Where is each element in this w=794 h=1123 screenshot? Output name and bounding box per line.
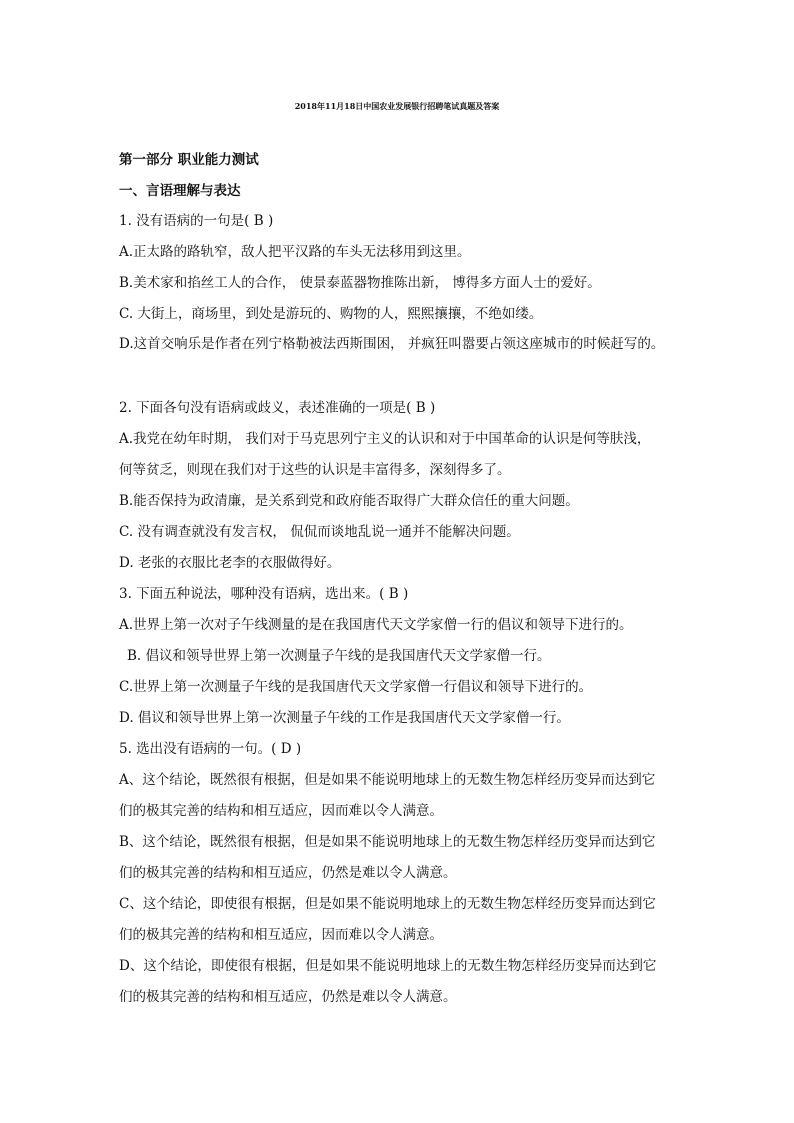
question-3-option-b: B. 倡议和领导世界上第一次测量子午线的是我国唐代天文学家僧一行。 [127, 648, 551, 664]
part-heading: 第一部分 职业能力测试 [119, 152, 259, 168]
question-2-option-a-cont: 何等贫乏，则现在我们对于这些的认识是丰富得多，深刻得多了。 [119, 462, 511, 478]
question-1-option-a: A.正太路的路轨窄，敌人把平汉路的车头无法移用到这里。 [119, 244, 471, 260]
question-3-option-c: C.世界上第一次测量子午线的是我国唐代天文学家僧一行倡议和领导下进行的。 [119, 679, 593, 695]
question-5-option-b-cont: 们的极其完善的结构和相互适应，仍然是难以令人满意。 [119, 865, 457, 881]
question-2-option-c: C. 没有调查就没有发言权， 侃侃而谈地乱说一通并不能解决问题。 [119, 524, 520, 540]
question-5-option-c: C、这个结论，即使很有根据，但是如果不能说明地球上的无数生物怎样经历变异而达到它 [119, 896, 656, 912]
question-3-option-d: D. 倡议和领导世界上第一次测量子午线的工作是我国唐代天文学家僧一行。 [119, 710, 570, 726]
question-1-stem: 1. 没有语病的一句是( B ) [119, 213, 274, 229]
question-2-option-d: D. 老张的衣服比老李的衣服做得好。 [119, 555, 341, 571]
question-3-option-a: A.世界上第一次对子午线测量的是在我国唐代天文学家僧一行的倡议和领导下进行的。 [119, 617, 633, 633]
question-1-option-b: B.美术家和掐丝工人的合作， 使景泰蓝器物推陈出新， 博得多方面人士的爱好。 [119, 275, 601, 291]
question-2-option-a: A.我党在幼年时期， 我们对于马克思列宁主义的认识和对于中国革命的认识是何等肤浅， [119, 431, 651, 447]
question-2-option-b: B.能否保持为政清廉，是关系到党和政府能否取得广大群众信任的重大问题。 [119, 493, 579, 509]
question-5-option-d-cont: 们的极其完善的结构和相互适应，仍然是难以令人满意。 [119, 989, 457, 1005]
question-5-option-a: A、这个结论，既然很有根据，但是如果不能说明地球上的无数生物怎样经历变异而达到它 [119, 772, 656, 788]
question-5-option-d: D、这个结论，即使很有根据，但是如果不能说明地球上的无数生物怎样经历变异而达到它 [119, 958, 657, 974]
question-5-option-b: B、这个结论，既然很有根据，但是如果不能说明地球上的无数生物怎样经历变异而达到它 [119, 834, 656, 850]
question-1-option-c: C. 大街上，商场里，到处是游玩的、购物的人，熙熙攘攘，不绝如缕。 [119, 306, 543, 322]
document-title: 2018年11月18日中国农业发展银行招聘笔试真题及答案 [294, 101, 500, 111]
question-5-stem: 5. 选出没有语病的一句。( D ) [119, 741, 302, 757]
question-2-stem: 2. 下面各句没有语病或歧义，表述准确的一项是( B ) [119, 400, 436, 416]
question-3-stem: 3. 下面五种说法，哪种没有语病，选出来。( B ) [119, 586, 409, 602]
question-1-option-d: D.这首交响乐是作者在列宁格勒被法西斯围困， 并疯狂叫嚣要占领这座城市的时候赶写的。 [119, 336, 665, 352]
question-5-option-c-cont: 们的极其完善的结构和相互适应，因而难以令人满意。 [119, 927, 443, 943]
question-5-option-a-cont: 们的极其完善的结构和相互适应，因而难以令人满意。 [119, 803, 443, 819]
section-heading: 一、言语理解与表达 [119, 183, 241, 199]
